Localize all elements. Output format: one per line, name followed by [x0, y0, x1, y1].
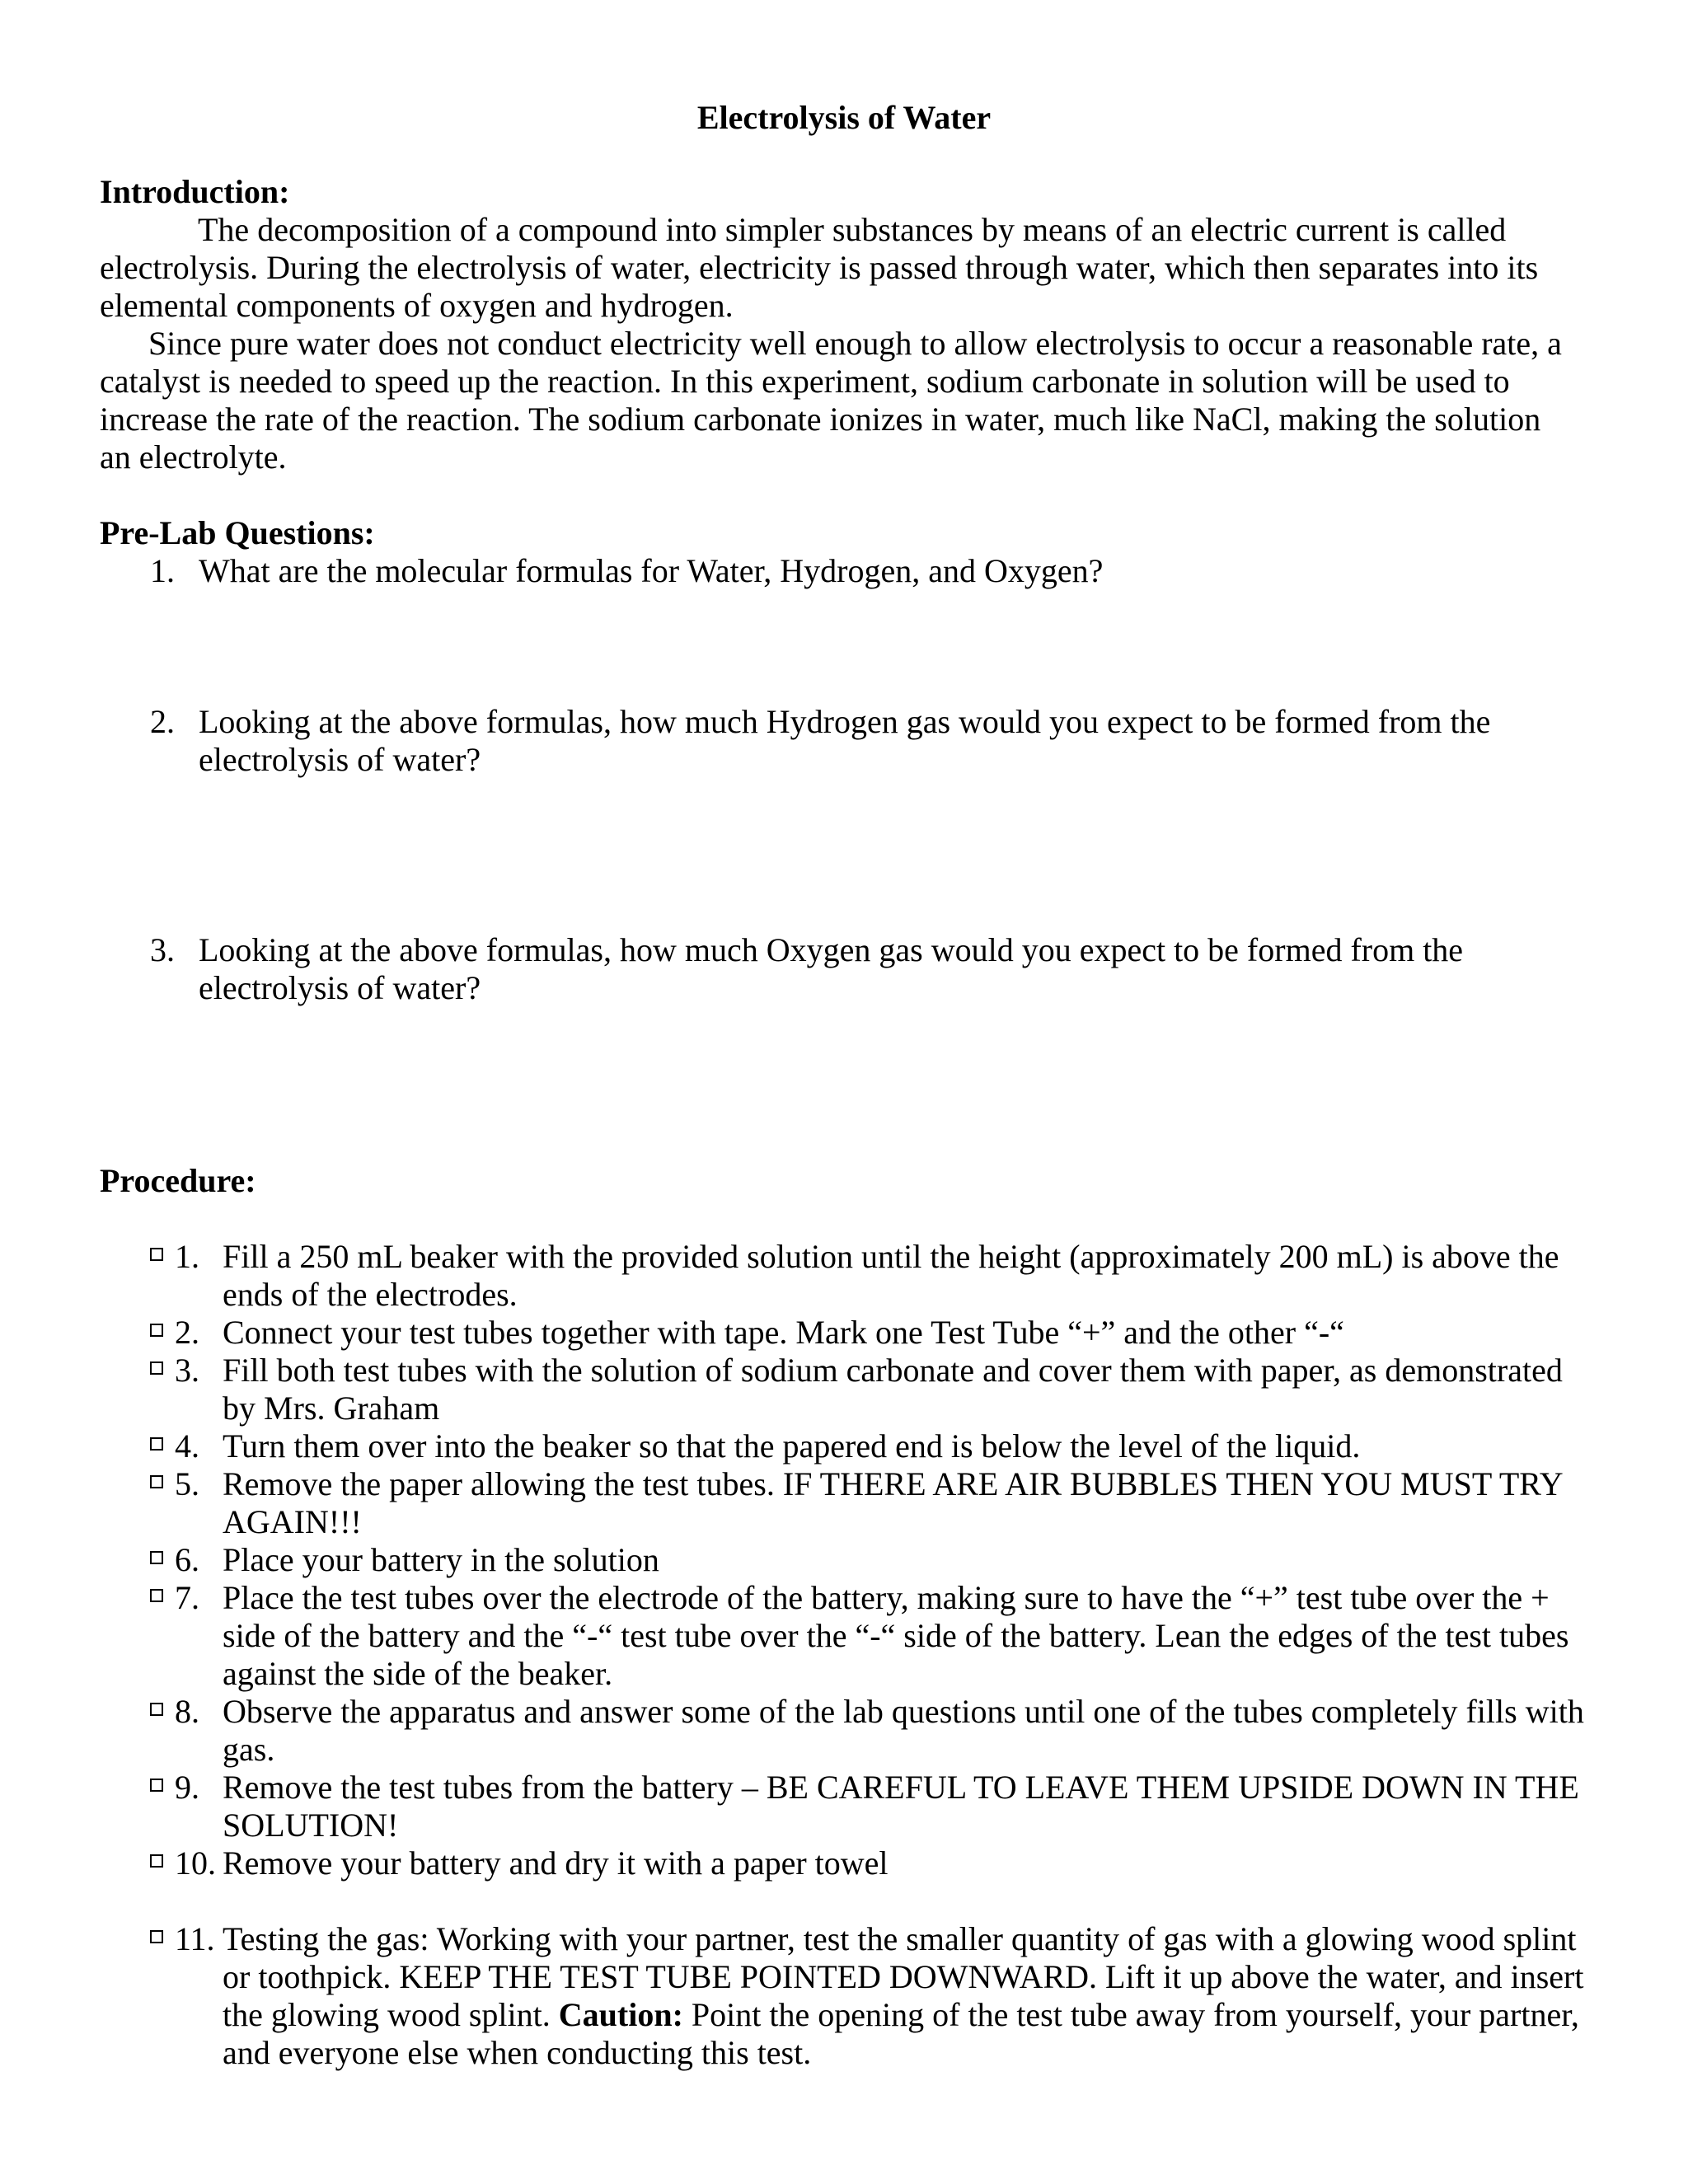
step-text-after: Point the opening of the test tube away from yourself, your partner, and everyone else when conducting this test. — [223, 1996, 1579, 2071]
question-text: Looking at the above formulas, how much Hydrogen gas would you expect to be formed from the electrolysis of water? — [199, 703, 1491, 778]
step-text: Remove the test tubes from the battery – BE CAREFUL TO LEAVE THEM UPSIDE DOWN IN THE SOLUTION! — [223, 1769, 1579, 1844]
intro-line: an electrolyte. — [100, 438, 287, 476]
checkbox-icon[interactable] — [150, 1779, 163, 1792]
procedure-heading: Procedure: — [100, 1162, 256, 1199]
checkbox-icon[interactable] — [150, 1361, 163, 1375]
step-text: Remove the paper allowing the test tubes. IF THERE ARE AIR BUBBLES THEN YOU MUST TRY AGAIN!!! — [223, 1465, 1563, 1540]
step-text: Connect your test tubes together with tape. Mark one Test Tube “+” and the other “-“ — [223, 1314, 1344, 1351]
step-number: 7. — [175, 1579, 199, 1616]
checkbox-icon[interactable] — [150, 1703, 163, 1716]
question-text: What are the molecular formulas for Water, Hydrogen, and Oxygen? — [199, 552, 1104, 589]
step-number: 5. — [175, 1465, 199, 1502]
intro-line: The decomposition of a compound into simpler substances by means of an electric current is called — [198, 211, 1507, 248]
step-text — [223, 1920, 1591, 2072]
step-number: 8. — [175, 1693, 199, 1730]
checkbox-icon[interactable] — [150, 1248, 163, 1261]
step-text: Remove your battery and dry it with a paper towel — [223, 1844, 889, 1882]
step-number: 1. — [175, 1238, 199, 1275]
introduction-heading: Introduction: — [100, 173, 290, 210]
step-text: Place your battery in the solution — [223, 1541, 659, 1578]
caution-label: Caution: — [558, 1996, 683, 2033]
question-number: 1. — [150, 552, 175, 589]
question-number: 2. — [150, 703, 175, 740]
step-number: 9. — [175, 1769, 199, 1806]
question-text: Looking at the above formulas, how much Oxygen gas would you expect to be formed from the electrolysis of water? — [199, 931, 1464, 1006]
step-text: Fill both test tubes with the solution of sodium carbonate and cover them with paper, as demonstrated by Mrs. Graham — [223, 1352, 1563, 1427]
prelab-heading: Pre-Lab Questions: — [100, 514, 375, 551]
question-number: 3. — [150, 931, 175, 968]
step-number: 6. — [175, 1541, 199, 1578]
checkbox-icon[interactable] — [150, 1437, 163, 1451]
step-number: 11. — [175, 1920, 215, 1957]
intro-line: elemental components of oxygen and hydrogen. — [100, 287, 734, 324]
step-text-before: Testing the gas: Working with your partner, test the smaller quantity of gas with a glowing wood splint or toothpick. KEEP THE TEST TUBE POINTED DOWNWARD. Lift it up above the water, and insert the glowing wood splint. — [223, 1920, 1584, 2033]
step-text: Observe the apparatus and answer some of the lab questions until one of the tubes completely fills with gas. — [223, 1693, 1584, 1768]
intro-line: electrolysis. During the electrolysis of water, electricity is passed through water, which then separates into its — [100, 249, 1539, 286]
intro-line: Since pure water does not conduct electricity well enough to allow electrolysis to occur a reasonable rate, a — [148, 325, 1562, 362]
checkbox-icon[interactable] — [150, 1475, 163, 1488]
checkbox-icon[interactable] — [150, 1551, 163, 1564]
step-number: 3. — [175, 1352, 199, 1389]
intro-line: increase the rate of the reaction. The sodium carbonate ionizes in water, much like NaCl, making the solution — [100, 401, 1541, 438]
document-title: Electrolysis of Water — [696, 99, 992, 136]
checkbox-icon[interactable] — [150, 1589, 163, 1602]
intro-line: catalyst is needed to speed up the reaction. In this experiment, sodium carbonate in solution will be used to — [100, 363, 1510, 400]
checkbox-icon[interactable] — [150, 1854, 163, 1868]
step-text: Fill a 250 mL beaker with the provided solution until the height (approximately 200 mL) is above the ends of the electrodes. — [223, 1238, 1559, 1313]
step-number: 4. — [175, 1427, 199, 1465]
checkbox-icon[interactable] — [150, 1324, 163, 1337]
step-number: 2. — [175, 1314, 199, 1351]
step-number: 10. — [175, 1844, 216, 1882]
step-text: Place the test tubes over the electrode of the battery, making sure to have the “+” test tube over the + side of the battery and the “-“ test tube over the “-“ side of the battery. Lean the edges of the test tubes against the side of the beaker. — [223, 1579, 1569, 1692]
step-text: Turn them over into the beaker so that the papered end is below the level of the liquid. — [223, 1427, 1361, 1465]
checkbox-icon[interactable] — [150, 1930, 163, 1943]
